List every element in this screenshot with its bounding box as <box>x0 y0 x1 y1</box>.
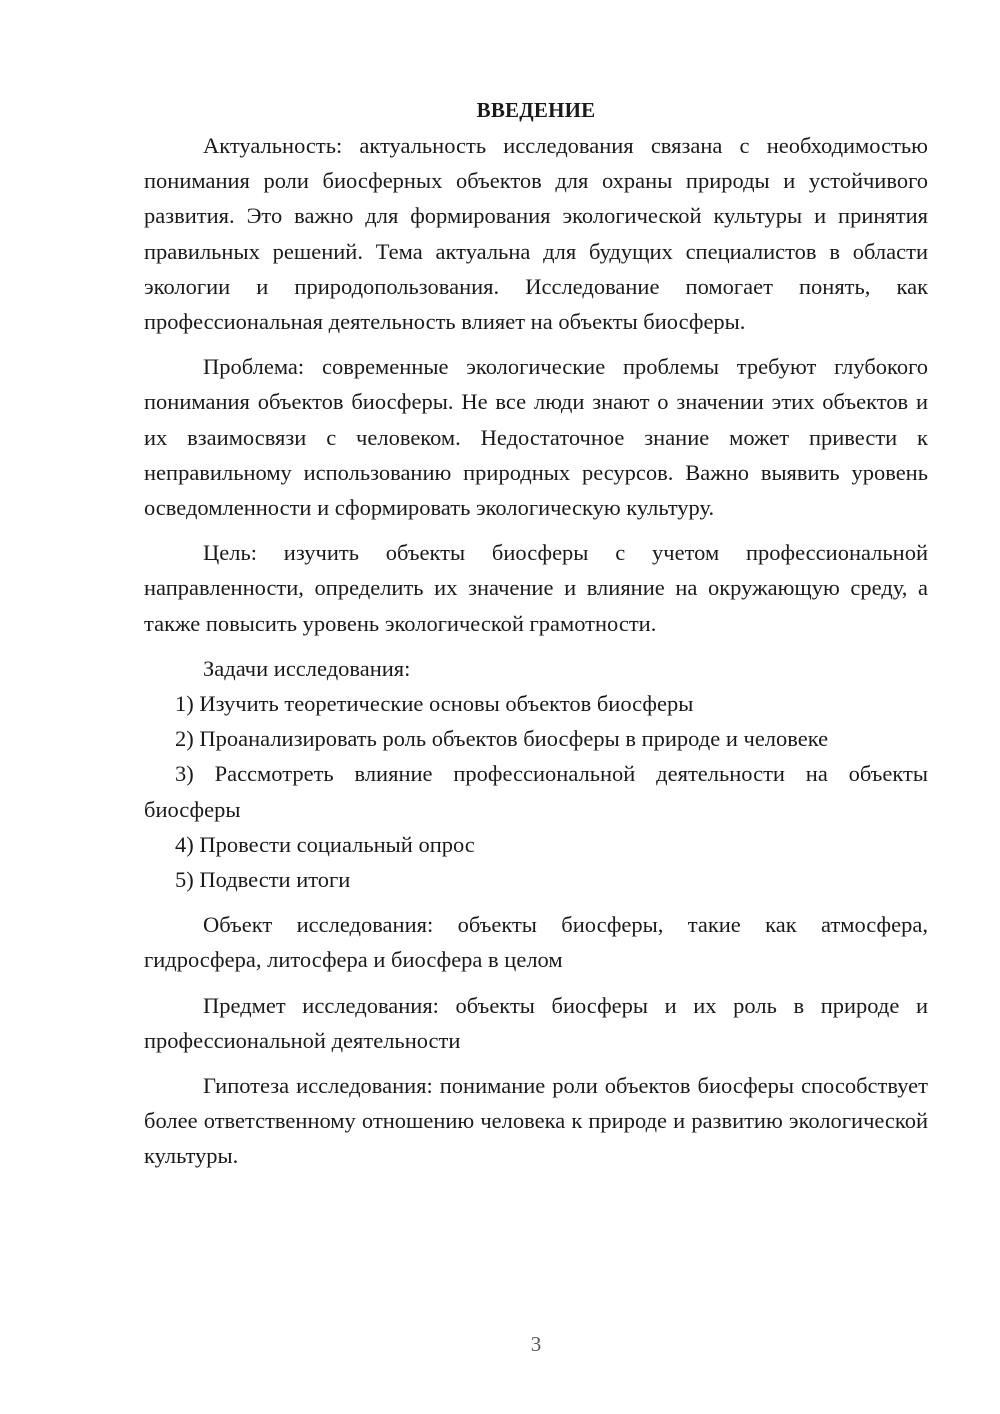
page-number: 3 <box>530 1332 542 1356</box>
goal-paragraph: Цель: изучить объекты биосферы с учетом профессиональной направленности, определить их значение и влияние на окружающую среду, а также повысить уровень экологической грамотности. <box>144 540 928 636</box>
relevance-paragraph: Актуальность: актуальность исследования связана с необходимостью понимания роли биосферных объектов для охраны природы и устойчивого развития. Это важно для формирования экологической культуры и принятия правильных решений. Тема актуальна для будущих специалистов в области экологии и природопользования. Исследование помогает понять, как профессиональная деятельность влияет на объекты биосферы. <box>144 133 928 335</box>
document-page <box>144 92 928 1174</box>
tasks-heading: Задачи исследования: <box>203 655 411 681</box>
task-item-3: 3) Рассмотреть влияние профессиональной деятельности на объекты биосферы <box>144 761 928 822</box>
hypothesis-paragraph: Гипотеза исследования: понимание роли объектов биосферы способствует более ответственному отношению человека к природе и развитию экологической культуры. <box>144 1073 928 1169</box>
document-title: ВВЕДЕНИЕ <box>476 98 596 122</box>
task-item-5: 5) Подвести итоги <box>175 867 351 893</box>
subject-paragraph: Предмет исследования: объекты биосферы и их роль в природе и профессиональной деятельности <box>144 992 928 1053</box>
task-item-4: 4) Провести социальный опрос <box>175 831 475 857</box>
task-item-2: 2) Проанализировать роль объектов биосферы в природе и человеке <box>175 726 829 752</box>
task-item-1: 1) Изучить теоретические основы объектов биосферы <box>175 691 694 717</box>
problem-paragraph: Проблема: современные экологические проблемы требуют глубокого понимания объектов биосферы. Не все люди знают о значении этих объектов и их взаимосвязи с человеком. Недостаточное знание может привести к неправильному использованию природных ресурсов. Важно выявить уровень осведомленности и сформировать экологическую культуру. <box>144 354 928 521</box>
object-paragraph: Объект исследования: объекты биосферы, такие как атмосфера, гидросфера, литосфера и биосфера в целом <box>144 912 928 973</box>
